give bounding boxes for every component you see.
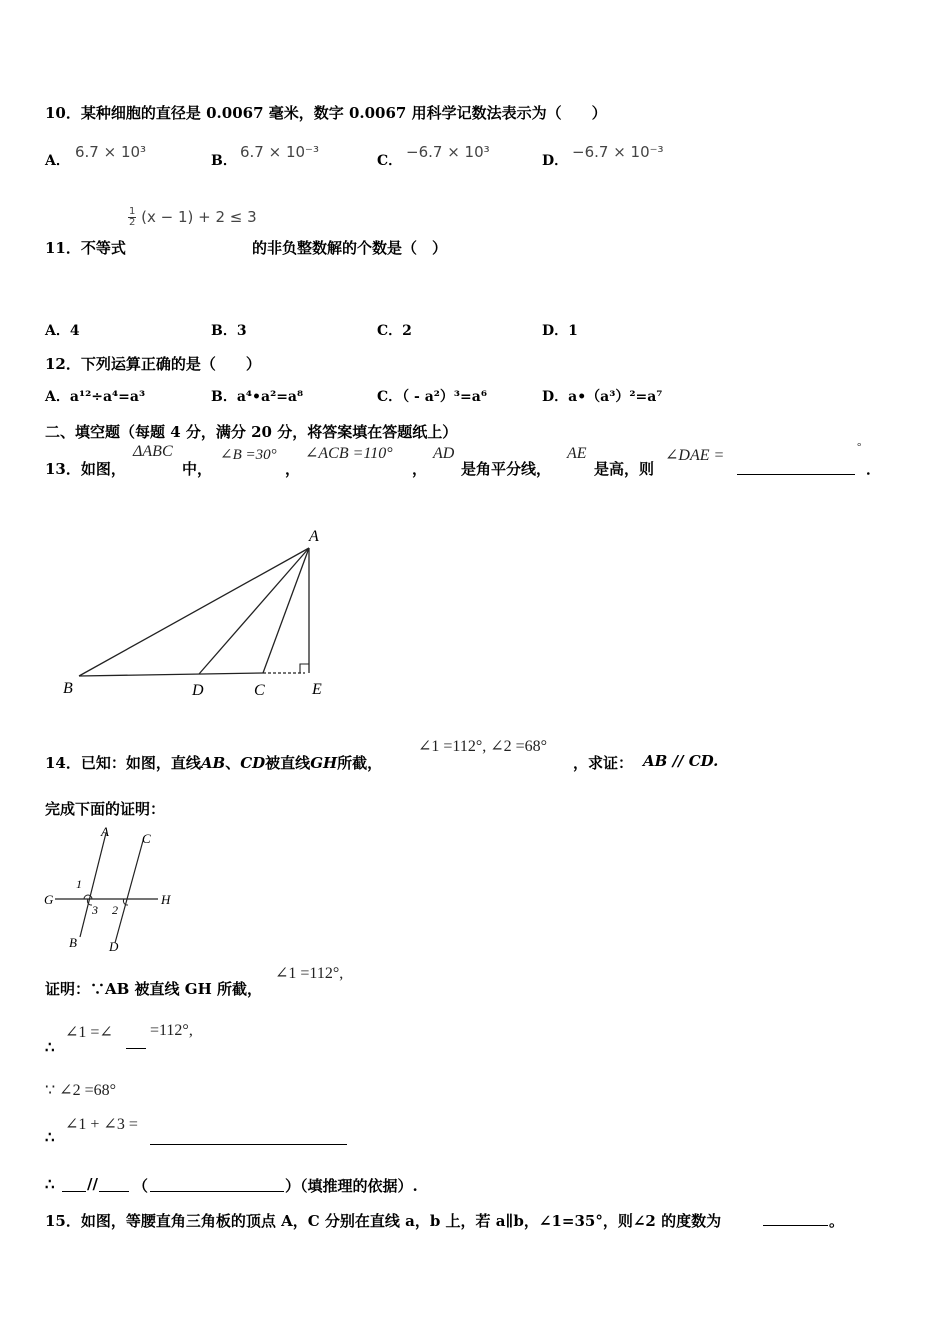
q12-option-c-text: （ - a²）³=a⁶ [402, 389, 487, 405]
q14-mid: 被直线 [265, 754, 311, 772]
q12-option-d-letter: D． [542, 389, 569, 405]
q15-end: 。 [829, 1212, 845, 1230]
proof-line-5-blank-2[interactable] [99, 1176, 129, 1192]
line-cd [115, 837, 144, 943]
q11-option-a-letter: A． [45, 323, 70, 339]
q14-cd: CD [240, 754, 266, 772]
q11-option-b-text: 3 [236, 323, 247, 339]
q14-claim: AB // CD. [643, 752, 719, 770]
q12-stem: 12．下列运算正确的是（ ） [45, 355, 261, 373]
q12-option-a-text: a¹²÷a⁴=a³ [69, 389, 146, 405]
q15-stem: 15．如图，等腰直角三角板的顶点 A，C 分别在直线 a，b 上，若 a∥b，∠1=35°，则∠2 的度数为 [45, 1212, 722, 1230]
q10-option-b-math: 6.7 × 10⁻³ [240, 143, 319, 161]
q13-text-4: 是角平分线， [461, 460, 552, 478]
proof-line-5-symbol: ∴ [45, 1175, 55, 1193]
label-b: B [63, 680, 73, 697]
q13-text-5: 是高，则 [594, 460, 655, 478]
q14-figure [40, 825, 190, 960]
q12-option-b [211, 386, 303, 406]
q10-option-a-math: 6.7 × 10³ [75, 143, 147, 161]
proof-line-5-blank-1[interactable] [62, 1176, 86, 1192]
q13-prefix: 13．如图， [45, 460, 126, 478]
q10-option-a-letter: A． [45, 153, 70, 169]
q12-option-b-letter: B． [211, 389, 237, 405]
proof-line-5-open-paren: （ [133, 1177, 149, 1195]
q11-option-c-text: 2 [402, 323, 412, 339]
q10-option-d-letter: D． [542, 153, 569, 169]
q14-complete-proof: 完成下面的证明： [45, 800, 166, 818]
q14-angles: ∠1 =112°, ∠2 =68° [418, 738, 548, 755]
q13-angle-dae: ∠DAE = [665, 447, 725, 464]
q14-mid2: 所截， [337, 754, 383, 772]
q11-option-b-letter: B． [211, 323, 237, 339]
q14-ab: AB [200, 754, 226, 772]
q13-text-2: ， [285, 460, 301, 478]
proof-line-1-math: ∠1 =112°, [275, 965, 344, 982]
q10-option-c-letter: C． [377, 153, 403, 169]
q11-stem-prefix: 11．不等式 [45, 239, 126, 257]
line-ad [199, 548, 309, 674]
q15-answer-blank[interactable] [763, 1210, 828, 1226]
label-d: D [192, 682, 204, 699]
line-ab [80, 833, 106, 937]
label-h: H [161, 892, 171, 907]
label-g: G [44, 892, 54, 907]
q14-suffix: ，求证： [573, 754, 634, 772]
label-d: D [109, 939, 119, 954]
q11-formula [128, 207, 257, 228]
q13-ad: AD [433, 445, 455, 462]
proof-line-5-tail: ）（填推理的依据）. [285, 1177, 418, 1195]
section-heading: 二、填空题（每题 4 分，满分 20 分，将答案填在答题纸上） [45, 423, 458, 441]
q13-text-3: ， [412, 460, 428, 478]
proof-line-2-math-b: =112°, [150, 1022, 193, 1039]
label-b: B [69, 935, 77, 950]
q10-option-b-letter: B． [211, 153, 237, 169]
q13-angle-acb: ∠ACB =110° [305, 445, 393, 462]
label-angle-2: 2 [112, 903, 118, 917]
q10-stem: 10．某种细胞的直径是 0.0067 毫米，数字 0.0067 用科学记数法表示为（ ） [45, 104, 607, 122]
q11-fraction-denominator: 2 [129, 217, 136, 228]
label-a: A [309, 528, 319, 545]
q14-sep: 、 [225, 754, 241, 772]
proof-line-5-reason-blank[interactable] [150, 1176, 284, 1192]
label-a: A [101, 825, 109, 839]
label-c: C [254, 682, 265, 699]
q14-prefix: 14．已知：如图，直线 [45, 754, 201, 772]
q13-end: ． [866, 460, 882, 478]
proof-line-1-text: 证明：∵AB 被直线 GH 所截， [45, 980, 262, 998]
proof-line-2-blank[interactable] [126, 1036, 146, 1049]
q12-option-a-letter: A． [45, 389, 70, 405]
q11-option-c [377, 320, 412, 340]
q11-fraction-numerator: 1 [129, 206, 136, 217]
q13-degree-sign: ° [857, 441, 862, 453]
q13-triangle-abc: ΔABC [133, 443, 173, 460]
q11-option-d-text: 1 [568, 323, 578, 339]
proof-line-2-math-a: ∠1 =∠ [65, 1024, 113, 1041]
proof-line-2-symbol: ∴ [45, 1038, 55, 1056]
label-angle-1: 1 [76, 877, 82, 891]
q13-angle-b: ∠B =30° [220, 447, 277, 463]
q13-ae: AE [567, 445, 587, 462]
line-ab [79, 548, 309, 676]
q13-figure [50, 520, 350, 705]
q12-option-c-letter: C． [377, 389, 403, 405]
q13-answer-blank[interactable] [737, 459, 855, 475]
q11-formula-rest: (x − 1) + 2 ≤ 3 [141, 208, 257, 226]
q10-option-c-math: −6.7 × 10³ [406, 143, 490, 161]
proof-line-5-parallel: // [87, 1175, 98, 1193]
label-angle-3: 3 [92, 903, 98, 917]
q11-stem-suffix: 的非负整数解的个数是（ ） [252, 239, 448, 257]
q14-stem [45, 752, 382, 773]
q13-text-1: 中， [182, 460, 213, 478]
proof-line-3: ∵ ∠2 =68° [45, 1082, 117, 1099]
label-e: E [312, 681, 322, 698]
q11-option-a-text: 4 [69, 323, 80, 339]
right-angle-mark [300, 664, 309, 673]
proof-line-4-math: ∠1 + ∠3 = [65, 1116, 138, 1133]
q12-option-b-text: a⁴•a²=a⁸ [236, 389, 304, 405]
q11-option-c-letter: C． [377, 323, 403, 339]
proof-line-4-blank[interactable] [150, 1130, 347, 1145]
q10-option-d-math: −6.7 × 10⁻³ [572, 143, 664, 161]
line-bc [79, 673, 263, 676]
q14-gh: GH [310, 754, 338, 772]
q12-option-a [45, 386, 145, 406]
label-c: C [142, 831, 151, 846]
q12-option-c [377, 386, 487, 406]
q12-option-d-text: a•（a³）²=a⁷ [568, 389, 663, 405]
line-ac [263, 548, 309, 673]
q11-option-d [542, 320, 578, 340]
q11-option-b [211, 320, 247, 340]
q12-option-d [542, 386, 662, 406]
q11-fraction [128, 207, 136, 228]
proof-line-4-symbol: ∴ [45, 1128, 55, 1146]
q11-option-a [45, 320, 80, 340]
q11-option-d-letter: D． [542, 323, 569, 339]
